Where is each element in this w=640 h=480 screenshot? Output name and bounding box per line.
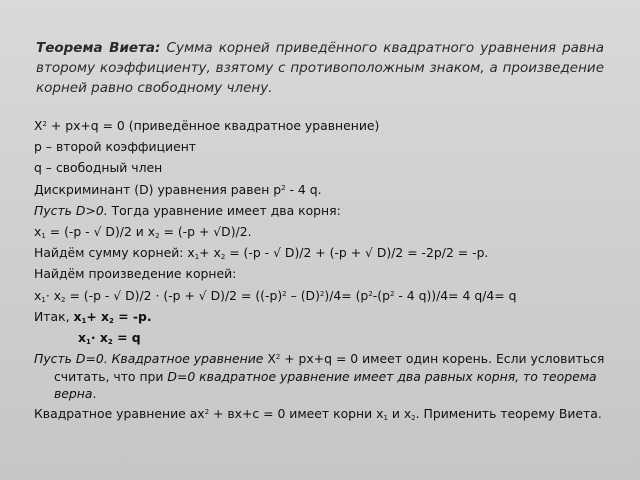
text: + x — [199, 245, 221, 261]
case-d-positive-line — [34, 200, 614, 221]
conclusion-sum-line — [34, 306, 614, 327]
text: Тогда уравнение имеет два корня: — [107, 202, 341, 218]
text: . Применить теорему Виета. — [415, 405, 602, 421]
roots-line — [34, 221, 614, 242]
superscript: 2 — [275, 353, 281, 362]
equation-line — [34, 115, 614, 136]
text: - 4 q. — [285, 181, 322, 197]
superscript: 2 — [42, 120, 47, 128]
subscript: 1 — [383, 413, 388, 422]
text: Квадратное уравнение ax — [34, 405, 205, 421]
text: -(p — [372, 287, 390, 303]
discriminant-line — [34, 179, 614, 200]
product-of-roots-line — [34, 285, 614, 306]
subscript: 2 — [61, 295, 66, 304]
text: = q — [112, 330, 141, 346]
text: · x — [90, 330, 108, 346]
text: и x — [387, 405, 412, 421]
subscript: 2 — [109, 316, 114, 325]
text: = -p. — [113, 308, 152, 324]
theorem-statement — [36, 38, 604, 98]
theorem-text: Сумма корней приведённого квадратного уравнения равна второму коэффициенту, взятому с противоположным знаком, а произведение корней равно свободному члену. — [36, 40, 604, 96]
text: Итак, — [34, 308, 74, 324]
text: Дискриминант (D) уравнения равен p — [34, 181, 282, 197]
text: = (-p - √ D)/2 · (-p + √ D)/2 = ((-p) — [65, 287, 283, 303]
text: D=0 квадратное уравнение имеет два равных корня, то теорема верна — [54, 368, 597, 402]
superscript: 2 — [281, 183, 286, 192]
text: Пусть D>0. — [34, 202, 108, 218]
subscript: 1 — [86, 338, 91, 347]
theorem-title: Теорема Виета: — [36, 40, 161, 56]
conclusion-product-line — [34, 327, 614, 348]
exercise-paragraph — [34, 405, 614, 423]
subscript: 2 — [107, 338, 113, 347]
subscript: 1 — [194, 253, 200, 262]
superscript: 2 — [368, 289, 373, 298]
superscript: 2 — [389, 289, 395, 298]
subscript: 1 — [41, 232, 46, 241]
text: + x — [86, 308, 110, 324]
coefficient-p-line: p – второй коэффициент — [34, 139, 197, 155]
text: + px+q = 0 (приведённое квадратное уравнение) — [46, 118, 380, 133]
coefficient-q-line: q – свободный член — [34, 160, 163, 176]
text: Пусть D=0. Квадратное уравнение — [34, 351, 268, 367]
text: X — [267, 351, 276, 367]
text: = (-p + √D)/2. — [159, 224, 252, 240]
product-heading-line: Найдём произведение корней: — [34, 266, 237, 282]
text: x — [34, 224, 42, 240]
text: · x — [45, 287, 62, 303]
text: = (-p - √ D)/2 + (-p + √ D)/2 = -2p/2 = -p. — [225, 245, 489, 261]
text: x — [78, 330, 86, 346]
subscript: 1 — [81, 316, 87, 325]
superscript: 2 — [282, 289, 287, 298]
subscript: 2 — [155, 232, 160, 241]
superscript: 2 — [204, 407, 210, 416]
sum-of-roots-line — [34, 242, 614, 263]
text: + вx+c = 0 имеет корни x — [209, 405, 384, 421]
text: )/4= (p — [324, 287, 369, 303]
text: X — [34, 118, 43, 133]
text: x — [73, 308, 82, 324]
text: x — [34, 287, 42, 303]
slide-content — [34, 115, 614, 423]
text: . — [92, 386, 97, 402]
text: - 4 q))/4= 4 q/4= q — [394, 287, 517, 303]
text: + px+q = 0 имеет один корень. Если условиться считать, что при — [54, 351, 605, 384]
case-d-zero-paragraph — [34, 350, 614, 403]
text: – (D) — [286, 287, 320, 303]
superscript: 2 — [319, 289, 325, 298]
subscript: 1 — [41, 295, 46, 304]
text: Найдём сумму корней: x — [34, 245, 195, 261]
text: = (-p - √ D)/2 и x — [45, 224, 156, 240]
subscript: 2 — [411, 413, 416, 422]
subscript: 2 — [220, 253, 226, 262]
